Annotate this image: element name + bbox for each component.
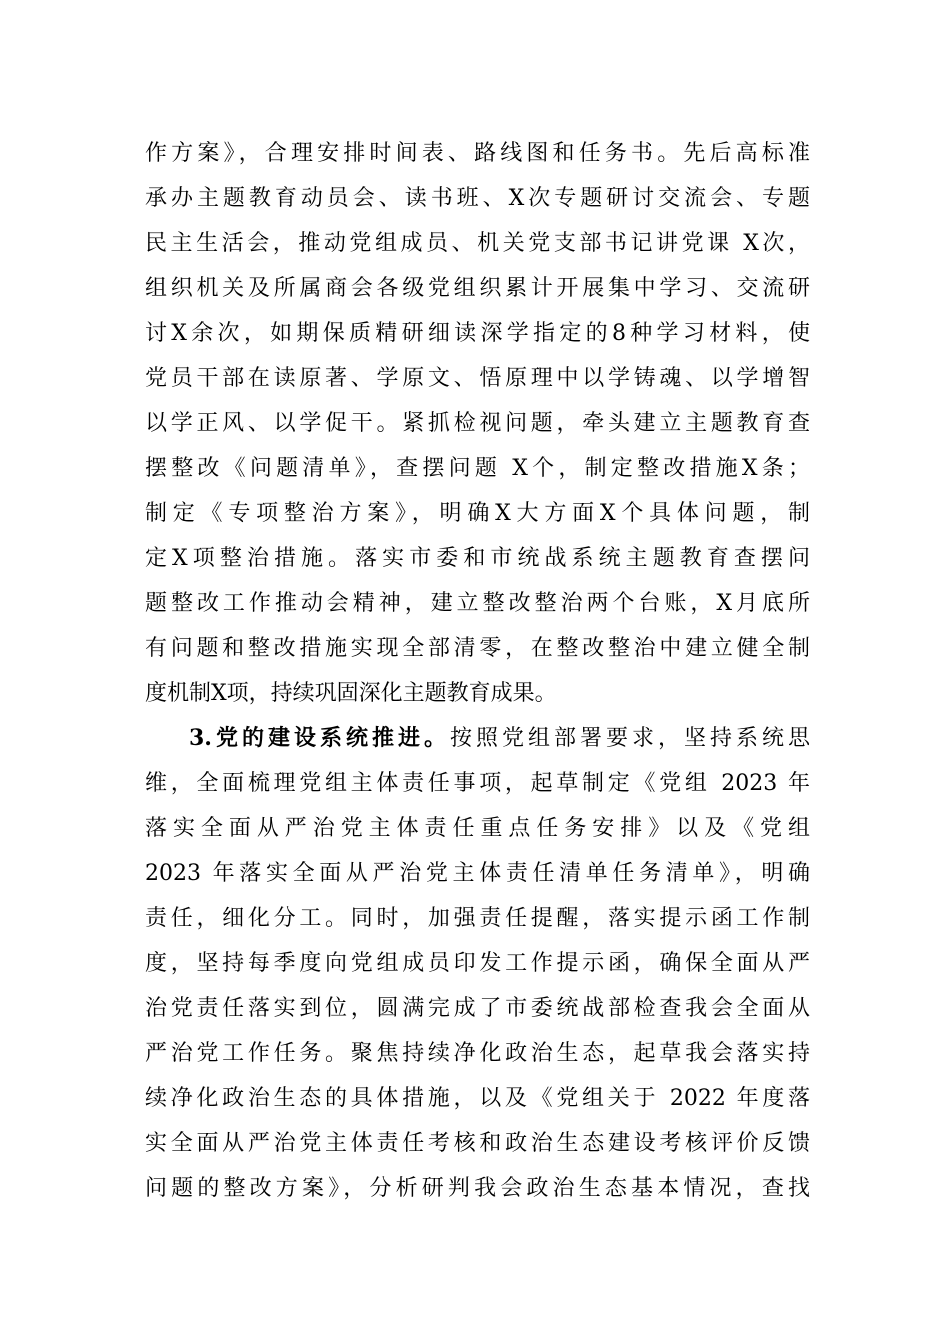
text-line xyxy=(145,716,810,761)
text-line: 讨X余次，如期保质精研细读深学指定的8种学习材料，使 xyxy=(145,321,810,346)
text-line: 题整改工作推动会精神，建立整改整治两个台账，X月底所 xyxy=(145,591,810,616)
text-line: 度，坚持每季度向党组成员印发工作提示函，确保全面从严 xyxy=(145,951,810,976)
text-line: 组织机关及所属商会各级党组织累计开展集中学习、交流研 xyxy=(145,276,810,301)
text-line: 严治党工作任务。聚焦持续净化政治生态，起草我会落实持 xyxy=(145,1041,810,1066)
text-line: 落实全面从严治党主体责任重点任务安排》以及《党组 xyxy=(145,816,810,841)
text-line: 问题的整改方案》，分析研判我会政治生态基本情况，查找 xyxy=(145,1176,810,1201)
section-heading: 3.党的建设系统推进。 xyxy=(189,725,450,751)
body-text xyxy=(145,131,810,1211)
heading-continuation: 按照党组部署要求，坚持系统思 xyxy=(449,726,810,751)
text-line: 维，全面梳理党组主体责任事项，起草制定《党组 2023 年 xyxy=(145,771,810,796)
text-line: 党员干部在读原著、学原文、悟原理中以学铸魂、以学增智 xyxy=(145,366,810,391)
text-line: 治党责任落实到位，圆满完成了市委统战部检查我会全面从 xyxy=(145,996,810,1021)
text-line: 民主生活会，推动党组成员、机关党支部书记讲党课 X次， xyxy=(145,231,810,256)
text-line: 责任，细化分工。同时，加强责任提醒，落实提示函工作制 xyxy=(145,906,810,931)
text-line: 摆整改《问题清单》，查摆问题 X个，制定整改措施X条； xyxy=(145,456,810,481)
text-line: 承办主题教育动员会、读书班、X次专题研讨交流会、专题 xyxy=(145,186,810,211)
text-line: 续净化政治生态的具体措施，以及《党组关于 2022 年度落 xyxy=(145,1086,810,1111)
text-line: 作方案》，合理安排时间表、路线图和任务书。先后高标准 xyxy=(145,141,810,166)
text-line: 2023 年落实全面从严治党主体责任清单任务清单》，明确 xyxy=(145,861,810,886)
text-line: 制定《专项整治方案》，明确X大方面X个具体问题，制 xyxy=(145,501,810,526)
paragraph-2 xyxy=(145,716,810,1211)
text-line: 以学正风、以学促干。紧抓检视问题，牵头建立主题教育查 xyxy=(145,411,810,436)
paragraph-1 xyxy=(145,131,810,716)
text-line: 实全面从严治党主体责任考核和政治生态建设考核评价反馈 xyxy=(145,1131,810,1156)
text-line: 定X项整治措施。落实市委和市统战系统主题教育查摆问 xyxy=(145,546,810,571)
text-line: 有问题和整改措施实现全部清零，在整改整治中建立健全制 xyxy=(145,636,810,661)
text-line: 度机制X项，持续巩固深化主题教育成果。 xyxy=(145,681,557,706)
